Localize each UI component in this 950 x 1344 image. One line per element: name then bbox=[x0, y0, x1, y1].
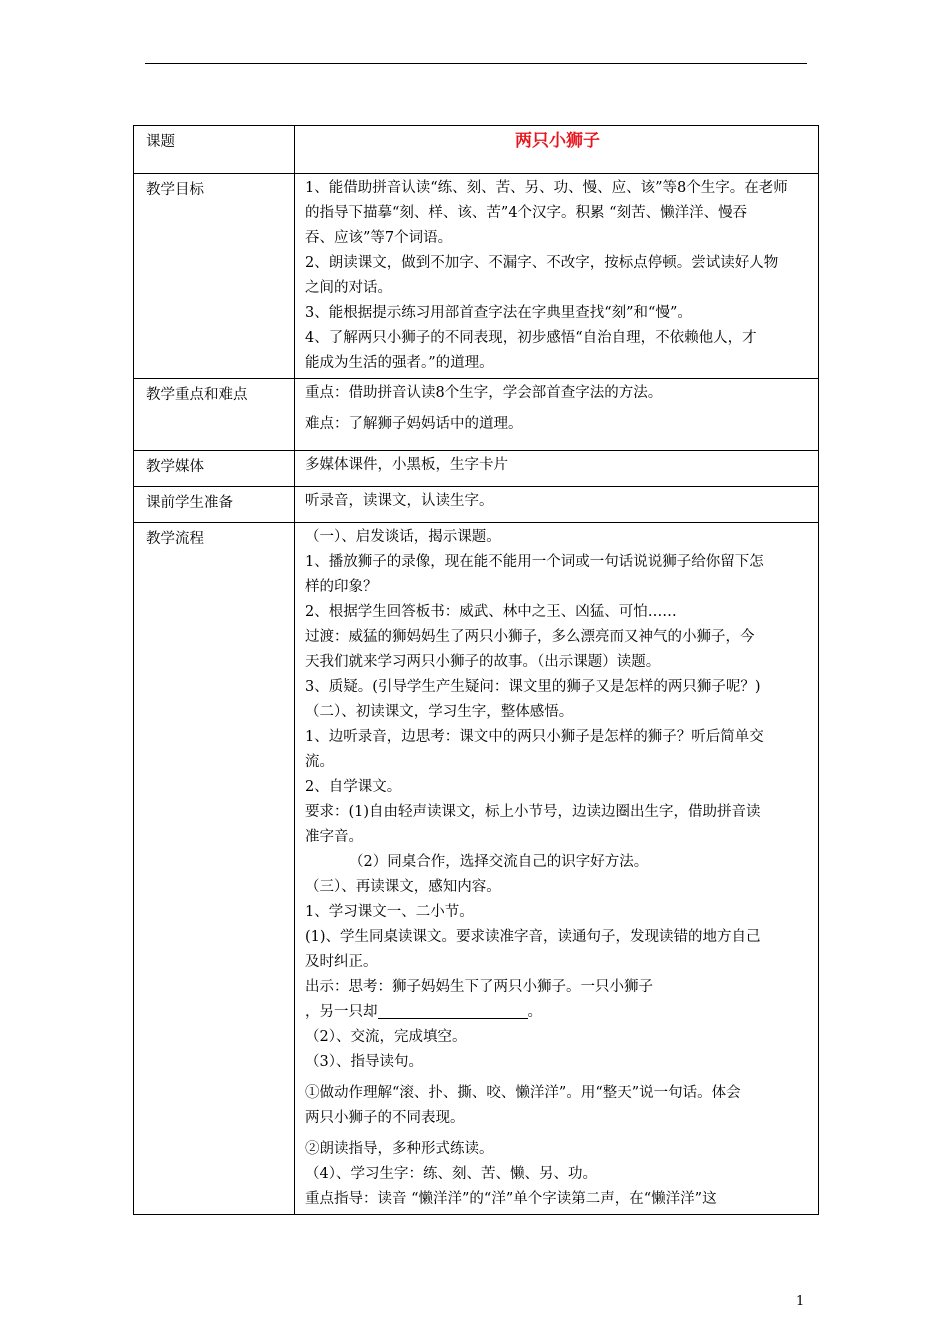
process-line: 3、质疑。(引导学生产生疑问：课文里的狮子又是怎样的两只狮子呢？) bbox=[305, 679, 761, 695]
process-line: 1、播放狮子的录像，现在能不能用一个词或一句话说说狮子给你留下怎 bbox=[305, 554, 764, 570]
process-line: ①做动作理解“滚、扑、撕、咬、懒洋洋”。用“整天”说一句话。体会 bbox=[305, 1085, 741, 1101]
process-line: ②朗读指导，多种形式练读。 bbox=[305, 1141, 494, 1157]
goals-content bbox=[295, 174, 819, 379]
fill-in-blank bbox=[378, 1002, 528, 1019]
process-line: 样的印象？ bbox=[305, 579, 378, 595]
goal-line: 2、朗读课文，做到不加字、不漏字、不改字，按标点停顿。尝试读好人物 bbox=[305, 255, 779, 271]
process-line: 及时纠正。 bbox=[305, 954, 378, 970]
blank-prefix: ，另一只却 bbox=[305, 1004, 378, 1020]
row-prep bbox=[134, 487, 819, 523]
goal-line: 能成为生活的强者。”的道理。 bbox=[305, 355, 494, 371]
process-line: 出示：思考：狮子妈妈生下了两只小狮子。一只小狮子 bbox=[305, 979, 653, 995]
process-line: (1)、学生同桌读课文。要求读准字音，读通句子，发现读错的地方自己 bbox=[305, 929, 761, 945]
blank-suffix: 。 bbox=[527, 1004, 542, 1020]
lesson-title-cell bbox=[295, 126, 819, 174]
row-media bbox=[134, 451, 819, 487]
label-goals: 教学目标 bbox=[134, 174, 295, 379]
media-content: 多媒体课件，小黑板，生字卡片 bbox=[295, 451, 819, 487]
keypoints-content bbox=[295, 379, 819, 451]
process-line: 要求：(1)自由轻声读课文，标上小节号，边读边圈出生字，借助拼音读 bbox=[305, 804, 761, 820]
label-keypoints: 教学重点和难点 bbox=[134, 379, 295, 451]
process-line: 重点指导：读音 “懒洋洋”的“洋”单个字读第二声，在“懒洋洋”这 bbox=[305, 1191, 717, 1207]
label-prep: 课前学生准备 bbox=[134, 487, 295, 523]
process-line: 2、根据学生回答板书：威武、林中之王、凶猛、可怕…… bbox=[305, 604, 677, 620]
process-line: （三）、再读课文，感知内容。 bbox=[305, 879, 501, 895]
label-process: 教学流程 bbox=[134, 523, 295, 1215]
difficulty-point: 难点：了解狮子妈妈话中的道理。 bbox=[305, 416, 523, 432]
process-line: 1、边听录音，边思考：课文中的两只小狮子是怎样的狮子？听后简单交 bbox=[305, 729, 764, 745]
process-line: 过渡：威猛的狮妈妈生了两只小狮子，多么漂亮而又神气的小狮子，今 bbox=[305, 629, 755, 645]
process-line: （2）、交流，完成填空。 bbox=[305, 1029, 467, 1045]
fill-in-blank-line bbox=[305, 1000, 810, 1025]
process-line: （3）、指导读句。 bbox=[305, 1054, 423, 1070]
process-line: （二）、初读课文，学习生字，整体感悟。 bbox=[305, 704, 574, 720]
label-topic: 课题 bbox=[134, 126, 295, 174]
row-topic bbox=[134, 126, 819, 174]
process-line: （一）、启发谈话，揭示课题。 bbox=[305, 529, 501, 545]
lesson-title: 两只小狮子 bbox=[515, 131, 600, 151]
label-media: 教学媒体 bbox=[134, 451, 295, 487]
process-line: （4）、学习生字：练、刻、苦、懒、另、功。 bbox=[305, 1166, 597, 1182]
page-number: 1 bbox=[796, 1294, 805, 1309]
process-content bbox=[295, 523, 819, 1215]
goal-line: 3、能根据提示练习用部首查字法在字典里查找“刻”和“慢”。 bbox=[305, 305, 692, 321]
goal-line: 1、能借助拼音认读“练、刻、苦、另、功、慢、应、该”等8个生字。在老师 bbox=[305, 180, 788, 196]
process-line-indented: （2）同桌合作，选择交流自己的识字好方法。 bbox=[349, 854, 649, 870]
goal-line: 吞、应该”等7个词语。 bbox=[305, 230, 453, 246]
prep-content: 听录音，读课文，认读生字。 bbox=[295, 487, 819, 523]
process-line: 准字音。 bbox=[305, 829, 363, 845]
goal-line: 4、了解两只小狮子的不同表现，初步感悟“自治自理，不依赖他人，才 bbox=[305, 330, 757, 346]
process-line: 两只小狮子的不同表现。 bbox=[305, 1110, 465, 1126]
goal-line: 之间的对话。 bbox=[305, 280, 392, 296]
header-rule bbox=[145, 63, 807, 64]
row-goals bbox=[134, 174, 819, 379]
process-line: 2、自学课文。 bbox=[305, 779, 402, 795]
row-process bbox=[134, 523, 819, 1215]
row-keypoints bbox=[134, 379, 819, 451]
process-line: 1、学习课文一、二小节。 bbox=[305, 904, 474, 920]
lesson-plan-table bbox=[133, 125, 819, 1215]
key-point: 重点：借助拼音认读8个生字，学会部首查字法的方法。 bbox=[305, 385, 663, 401]
goal-line: 的指导下描摹“刻、样、该、苦”4个汉字。积累 “刻苦、懒洋洋、慢吞 bbox=[305, 205, 748, 221]
process-line: 流。 bbox=[305, 754, 334, 770]
process-line: 天我们就来学习两只小狮子的故事。（出示课题）读题。 bbox=[305, 654, 661, 670]
